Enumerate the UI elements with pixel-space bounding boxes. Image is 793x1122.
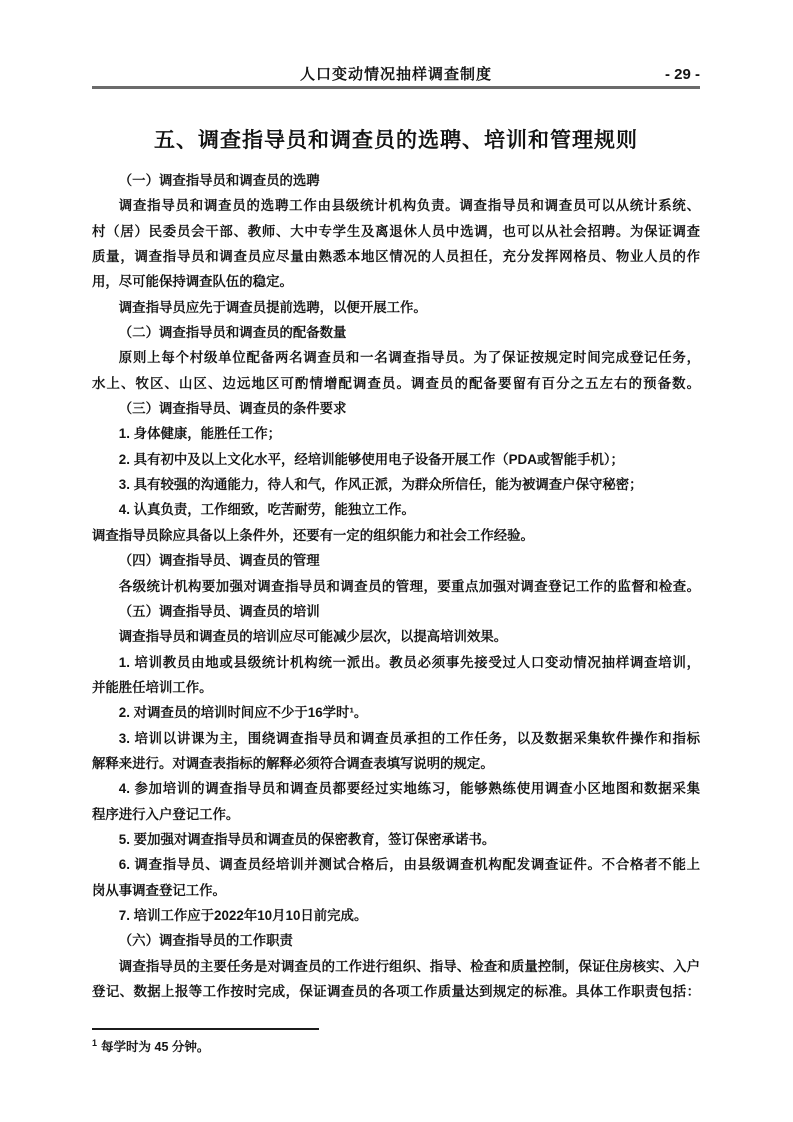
text-line: 解释来进行。对调查表指标的解释必须符合调查表填写说明的规定。 <box>92 755 494 771</box>
text-line: 6. 调查指导员、调查员经培训并测试合格后，由县级调查机构配发调查证件。不合格者不能上 <box>118 857 700 873</box>
footnote-marker: 1 <box>92 1038 98 1049</box>
document-body <box>92 168 700 1004</box>
text-line: 调查指导员的主要任务是对调查员的工作进行组织、指导、检查和质量控制，保证住房核实、入户 <box>118 958 700 974</box>
text-line: 原则上每个村级单位配备两名调查员和一名调查指导员。为了保证按规定时间完成登记任务， <box>118 350 700 366</box>
footnote-divider <box>92 1028 319 1030</box>
page-number: - 29 - <box>664 66 700 83</box>
text-line: 3. 培训以讲课为主，围绕调查指导员和调查员承担的工作任务，以及数据采集软件操作和指标 <box>118 730 700 746</box>
text-line: （二）调查指导员和调查员的配备数量 <box>118 325 347 341</box>
footnote-text: 每学时为 45 分钟。 <box>101 1040 210 1055</box>
text-line: 调查指导员和调查员的选聘工作由县级统计机构负责。调查指导员和调查员可以从统计系统、 <box>118 198 700 214</box>
text-line: 7. 培训工作应于2022年10月10日前完成。 <box>118 907 368 923</box>
text-line: （一）调查指导员和调查员的选聘 <box>118 173 320 188</box>
text-line: （六）调查指导员的工作职责 <box>118 933 293 949</box>
text-line: （四）调查指导员、调查员的管理 <box>118 553 320 569</box>
page-header <box>92 0 700 89</box>
text-line: 1. 培训教员由地或县级统计机构统一派出。教员必须事先接受过人口变动情况抽样调查培训， <box>118 654 700 670</box>
text-line: 1. 身体健康，能胜任工作； <box>118 426 281 442</box>
footnote <box>92 1028 700 1055</box>
text-line: 各级统计机构要加强对调查指导员和调查员的管理，要重点加强对调查登记工作的监督和检查。 <box>118 578 700 594</box>
text-line: 2. 具有初中及以上文化水平，经培训能够使用电子设备开展工作（PDA或智能手机）； <box>118 451 624 467</box>
text-line: 并能胜任培训工作。 <box>92 679 213 695</box>
text-line: 3. 具有较强的沟通能力，待人和气，作风正派，为群众所信任，能为被调查户保守秘密； <box>118 477 643 493</box>
text-line: 水上、牧区、山区、边远地区可酌情增配调查员。调查员的配备要留有百分之五左右的预备数。 <box>92 375 700 391</box>
document-title: 五、调查指导员和调查员的选聘、培训和管理规则 <box>154 129 638 152</box>
text-line: 程序进行入户登记工作。 <box>92 806 240 822</box>
text-line: （五）调查指导员、调查员的培训 <box>118 603 320 619</box>
text-line: （三）调查指导员、调查员的条件要求 <box>118 401 347 417</box>
text-line: 用，尽可能保持调查队伍的稳定。 <box>92 274 293 290</box>
text-line: 4. 参加培训的调查指导员和调查员都要经过实地练习，能够熟练使用调查小区地图和数据采集 <box>118 781 700 797</box>
text-line: 调查指导员和调查员的培训应尽可能减少层次，以提高培训效果。 <box>118 629 508 645</box>
text-line: 调查指导员应先于调查员提前选聘，以便开展工作。 <box>118 299 427 315</box>
text-line: 岗从事调查登记工作。 <box>92 882 226 898</box>
text-line: 5. 要加强对调查指导员和调查员的保密教育，签订保密承诺书。 <box>118 831 496 847</box>
text-line: 质量，调查指导员和调查员应尽量由熟悉本地区情况的人员担任，充分发挥网格员、物业人员的作 <box>92 249 700 265</box>
text-line: 村（居）民委员会干部、教师、大中专学生及离退休人员中选调，也可以从社会招聘。为保证调查 <box>92 223 700 239</box>
text-line: 调查指导员除应具备以上条件外，还要有一定的组织能力和社会工作经验。 <box>92 527 534 543</box>
text-line: 登记、数据上报等工作按时完成，保证调查员的各项工作质量达到规定的标准。具体工作职责包括： <box>92 984 700 999</box>
header-title: 人口变动情况抽样调查制度 <box>299 66 492 83</box>
text-line: 4. 认真负责，工作细致，吃苦耐劳，能独立工作。 <box>118 502 415 518</box>
footnote-line <box>92 1035 700 1055</box>
text-line: 2. 对调查员的培训时间应不少于16学时¹。 <box>118 705 368 721</box>
